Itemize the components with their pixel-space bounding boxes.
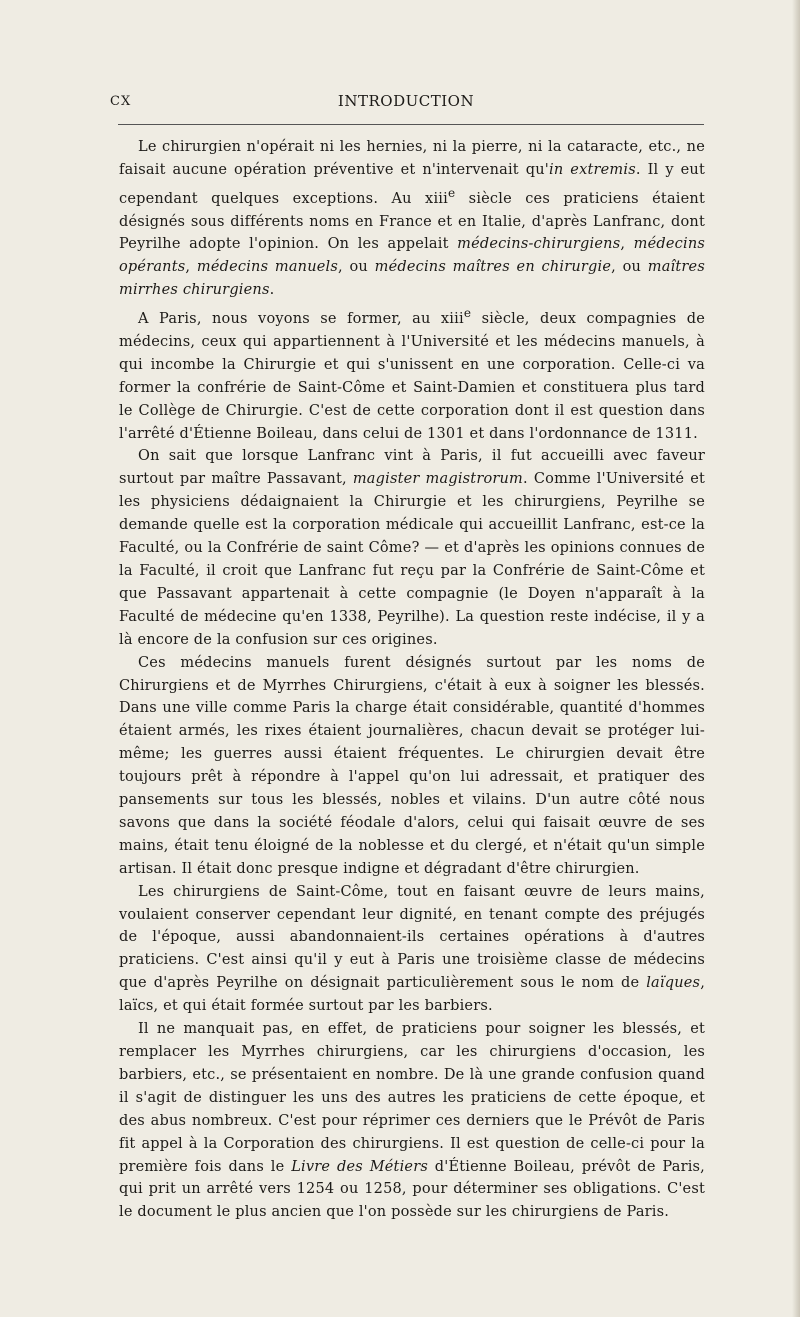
italic-term: médecins maîtres en chirurgie [374, 259, 612, 276]
paragraph-4: Ces médecins manuels furent désignés surtout par les noms de Chirurgiens et de Myrrhes Chirurgiens, c'était à eux à soigner les blessés. Dans une ville comme Paris la charge était considérable, quantité d'hommes étaient armés, les rixes étaient journalières, chacun devait se protéger lui-même; les guerres aussi étaient fréquentes. Le chirurgien devait être toujours prêt à répondre à l'appel qu'on lui adressait, et pratiquer des pansements sur tous les blessés, nobles et vilains. D'un autre côté nous savons que dans la société féodale d'alors, celui qui faisait œuvre de ses mains, était tenu éloigné de la noblesse et du clergé, et n'était qu'un simple artisan. Il était donc presque indigne et dégradant d'être chirurgien. [119, 654, 705, 877]
paragraph-2: A Paris, nous voyons se former, au xiii$^e$ siècle, deux compagnies de médecins, ceux qui appartiennent à l'Université et les médecins manuels, à qui incombe la Chirurgie et qui s'unissent en une corporation. Celle-ci va former la confrérie de Saint-Côme et Saint-Damien et constituera plus tard le Collège de Chirurgie. C'est de cette corporation dont il est question dans l'arrêté d'Étienne Boileau, dans celui de 1301 et dans l'ordonnance de 1311. [119, 306, 705, 442]
body-text [119, 136, 705, 1224]
italic-term: in extremis [548, 161, 636, 178]
header-rule [118, 124, 704, 125]
italic-term: Livre des Métiers [291, 1158, 428, 1175]
page-number: CX [110, 94, 132, 109]
paragraph-5: Les chirurgiens de Saint-Côme, tout en faisant œuvre de leurs mains, voulaient conserver cependant leur dignité, en tenant compte des préjugés de l'époque, aussi abandonnaient-ils certaines opérations à d'autres praticiens. C'est ainsi qu'il y eut à Paris une troisième classe de médecins que d'après Peyrilhe on désignait particulièrement sous le nom de laïques, laïcs, et qui était formée surtout par les barbiers. [119, 883, 705, 1015]
paragraph-6: Il ne manquait pas, en effet, de praticiens pour soigner les blessés, et remplacer les Myrrhes chirurgiens, car les chirurgiens d'occasion, les barbiers, etc., se présentaient en nombre. De là une grande confusion quand il s'agit de distinguer les uns des autres les praticiens de cette époque, et des abus nombreux. C'est pour réprimer ces derniers que le Prévôt de Paris fit appel à la Corporation des chirurgiens. Il est question de celle-ci pour la première fois dans le Livre des Métiers d'Étienne Boileau, prévôt de Paris, qui prit un arrêté vers 1254 ou 1258, pour déterminer ses obligations. C'est le document le plus ancien que l'on possède sur les chirurgiens de Paris. [119, 1021, 705, 1221]
italic-term: médecins-chirurgiens [457, 236, 621, 253]
superscript: e [447, 185, 456, 200]
italic-term: maîtres mirrhes chirurgiens [119, 259, 705, 299]
running-header [110, 92, 702, 114]
running-title: INTRODUCTION [337, 92, 475, 110]
italic-term: laïques [646, 975, 701, 992]
italic-term: médecins manuels [196, 259, 339, 276]
page-edge-shadow [792, 0, 800, 1317]
paragraph-1: Le chirurgien n'opérait ni les hernies, ni la pierre, ni la cataracte, etc., ne faisait aucune opération préventive et n'intervenait qu'in extremis. Il y eut cependant quelques exceptions. Au xiii$^e$ siècle ces praticiens étaient désignés sous différents noms en France et en Italie, d'après Lanfranc, dont Peyrilhe adopte l'opinion. On les appelait médecins-chirurgiens, médecins opérants, médecins manuels, ou médecins maîtres en chirurgie, ou maîtres mirrhes chirurgiens. [119, 139, 706, 299]
paragraph-3: On sait que lorsque Lanfranc vint à Paris, il fut accueilli avec faveur surtout par maître Passavant, magister magistrorum. Comme l'Université et les physiciens dédaignaient la Chirurgie et les chirurgiens, Peyrilhe se demande quelle est la corporation médicale qui accueillit Lanfranc, est-ce la Faculté, ou la Confrérie de saint Côme? — et d'après les opinions connues de la Faculté, il croit que Lanfranc fut reçu par la Confrérie de Saint-Côme et que Passavant appartenait à cette compagnie (le Doyen n'apparaît à la Faculté de médecine qu'en 1338, Peyrilhe). La question reste indécise, il y a là encore de la confusion sur ces origines. [119, 448, 706, 648]
italic-term: médecins opérants [119, 236, 706, 276]
superscript: e [463, 306, 472, 321]
italic-term: magister magistrorum [352, 471, 524, 488]
